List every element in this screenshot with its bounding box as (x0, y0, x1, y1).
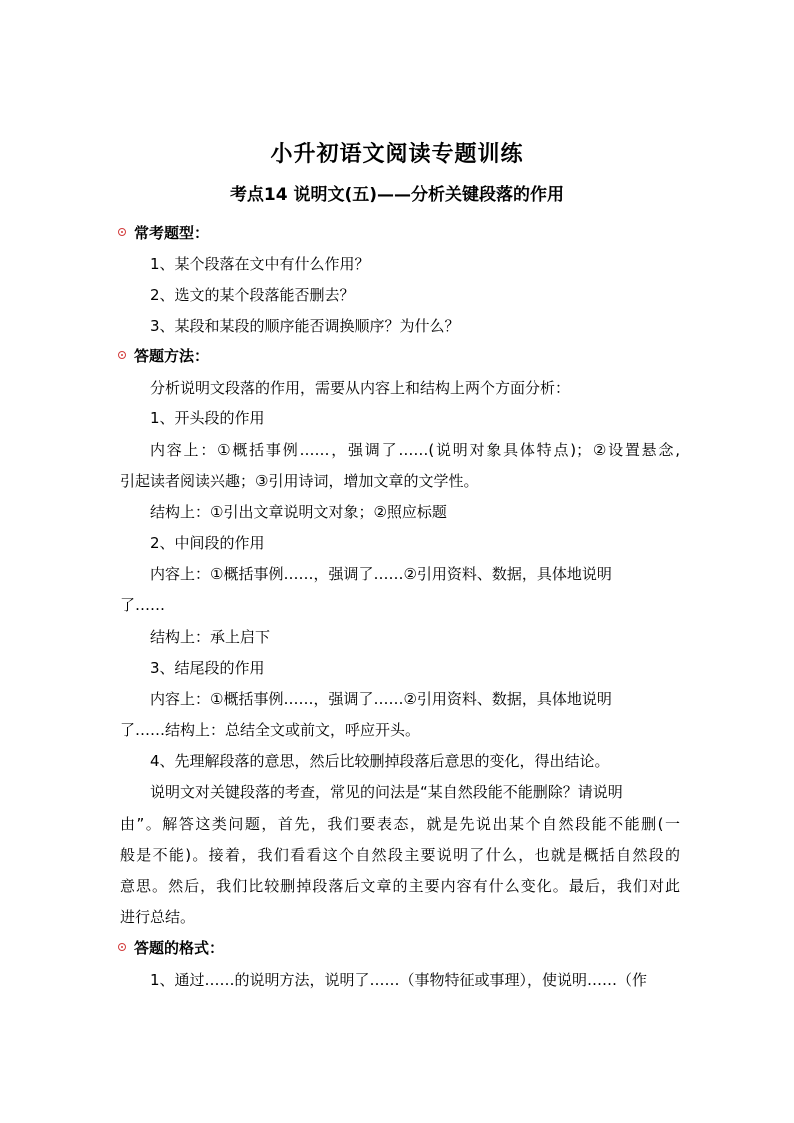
method-line: 4、先理解段落的意思，然后比较删掉段落后意思的变化，得出结论。 (150, 752, 610, 770)
section-heading-answer-format: 答题的格式： (118, 936, 224, 960)
section-heading-answer-method: 答题方法： (118, 344, 209, 368)
section-heading-question-types: 常考题型： (118, 221, 209, 245)
question-type-line: 2、选文的某个段落能否删去？ (150, 286, 355, 304)
question-type-line: 3、某段和某段的顺序能否调换顺序？为什么？ (150, 317, 460, 335)
bullet-icon (118, 943, 126, 951)
method-line: 结构上：承上启下 (150, 628, 271, 646)
method-subheading: 3、结尾段的作用 (150, 659, 265, 677)
document-subtitle: 考点14 说明文(五)——分析关键段落的作用 (229, 185, 565, 205)
method-line: 内容上：①概括事例……，强调了……②引用资料、数据，具体地说明 (150, 565, 612, 583)
bullet-icon (118, 351, 126, 359)
question-type-line: 1、某个段落在文中有什么作用？ (150, 255, 370, 273)
method-line: 引起读者阅读兴趣；③引用诗词，增加文章的文学性。 (120, 472, 479, 490)
document-title: 小升初语文阅读专题训练 (270, 142, 524, 167)
method-line: 了……结构上：总结全文或前文，呼应开头。 (120, 721, 421, 739)
method-subheading: 1、开头段的作用 (150, 409, 265, 427)
method-line: 内容上：①概括事例……，强调了……(说明对象具体特点)；②设置悬念, (150, 441, 680, 459)
bullet-icon (118, 228, 126, 236)
method-intro-line: 分析说明文段落的作用，需要从内容上和结构上两个方面分析： (150, 379, 571, 397)
method-paragraph-line: 意思。然后，我们比较删掉段落后文章的主要内容有什么变化。最后，我们对此 (120, 877, 680, 895)
method-paragraph-line: 进行总结。 (120, 908, 196, 926)
method-subheading: 2、中间段的作用 (150, 534, 265, 552)
method-line: 结构上：①引出文章说明文对象；②照应标题 (150, 503, 447, 521)
method-paragraph-line: 由”。解答这类问题，首先，我们要表态，就是先说出某个自然段能不能删(一 (120, 815, 680, 833)
format-line: 1、通过……的说明方法，说明了……（事物特征或事理），使说明……（作 (150, 971, 648, 989)
method-line: 了…… (120, 596, 166, 614)
method-line: 内容上：①概括事例……，强调了……②引用资料、数据，具体地说明 (150, 690, 612, 708)
method-paragraph-line: 说明文对关键段落的考查，常见的问法是“某自然段能不能删除？请说明 (150, 783, 623, 801)
method-paragraph-line: 般是不能)。接着，我们看看这个自然段主要说明了什么，也就是概括自然段的 (120, 846, 680, 864)
